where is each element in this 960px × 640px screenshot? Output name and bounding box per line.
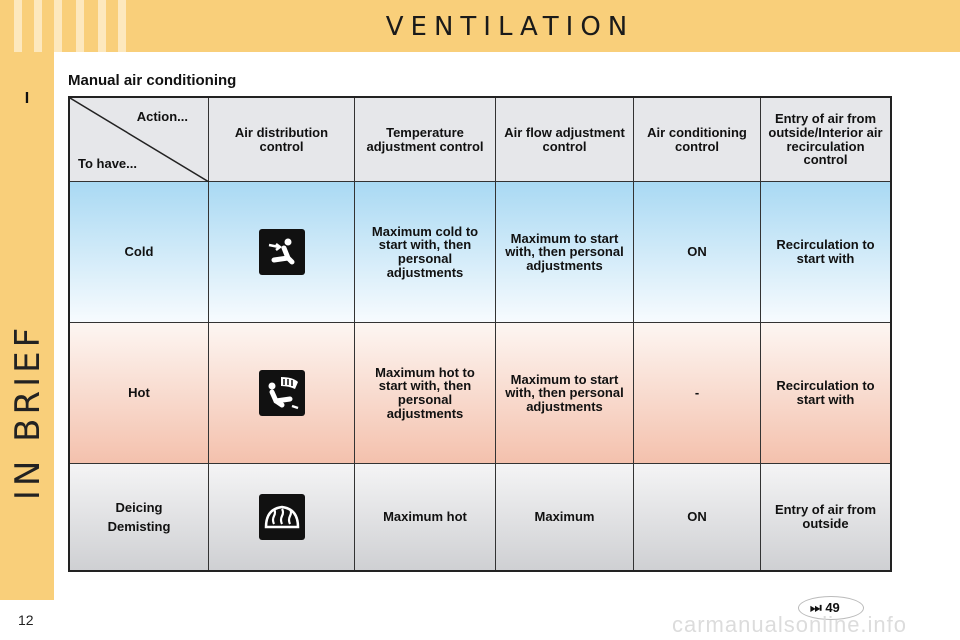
chapter-label: IN BRIEF <box>8 323 48 501</box>
temperature-cell: Maximum hot <box>355 464 496 570</box>
column-header: Air conditioning control <box>634 98 761 181</box>
corner-have-label: To have... <box>78 156 137 172</box>
chapter-marker: I <box>24 90 30 107</box>
column-header: Air distribution control <box>209 98 355 181</box>
table-row-cold <box>70 182 890 323</box>
airflow-cell: Maximum to start with, then personal adjustments <box>496 182 634 322</box>
ac-cell: - <box>634 323 761 463</box>
fast-forward-arrow-icon: ⏭ <box>810 600 822 615</box>
column-header: Air flow adjustment control <box>496 98 634 181</box>
recirculation-cell: Entry of air from outside <box>774 502 877 531</box>
page-number: 12 <box>18 612 34 628</box>
windscreen-defrost-icon <box>259 494 305 540</box>
table-row-deicing <box>70 464 890 570</box>
airflow-cell: Maximum <box>496 464 634 570</box>
distribution-cell <box>209 323 355 463</box>
ventilation-table <box>68 96 892 572</box>
table-header-row <box>70 98 890 182</box>
watermark: carmanualsonline.info <box>672 612 908 637</box>
temperature-cell: Maximum cold to start with, then personal adjustments <box>355 182 496 322</box>
top-banner <box>0 0 960 52</box>
column-header: Entry of air from outside/Interior air recirculation control <box>768 111 883 168</box>
page-reference-number: 49 <box>825 600 840 615</box>
section-title: Manual air conditioning <box>68 72 237 89</box>
recirculation-cell: Recirculation to start with <box>776 237 875 266</box>
banner-stripes <box>0 0 130 52</box>
row-label-line: Demisting <box>107 518 171 534</box>
recirculation-cell: Recirculation to start with <box>776 378 875 407</box>
row-label-line: Deicing <box>115 499 163 515</box>
temperature-cell: Maximum hot to start with, then personal adjustments <box>355 323 496 463</box>
row-label: Cold <box>70 182 209 322</box>
row-label: Hot <box>70 323 209 463</box>
distribution-cell <box>209 182 355 322</box>
face-vent-icon <box>259 229 305 275</box>
corner-cell <box>70 98 209 181</box>
page-title: VENTILATION <box>385 12 635 42</box>
column-header: Temperature adjustment control <box>355 98 496 181</box>
side-tab <box>0 52 54 600</box>
table-row-hot <box>70 323 890 464</box>
windscreen-feet-vent-icon <box>259 370 305 416</box>
distribution-cell <box>209 464 355 570</box>
row-label <box>70 464 209 570</box>
ac-cell: ON <box>634 182 761 322</box>
airflow-cell: Maximum to start with, then personal adjustments <box>496 323 634 463</box>
ac-cell: ON <box>634 464 761 570</box>
corner-action-label: Action... <box>136 109 188 124</box>
